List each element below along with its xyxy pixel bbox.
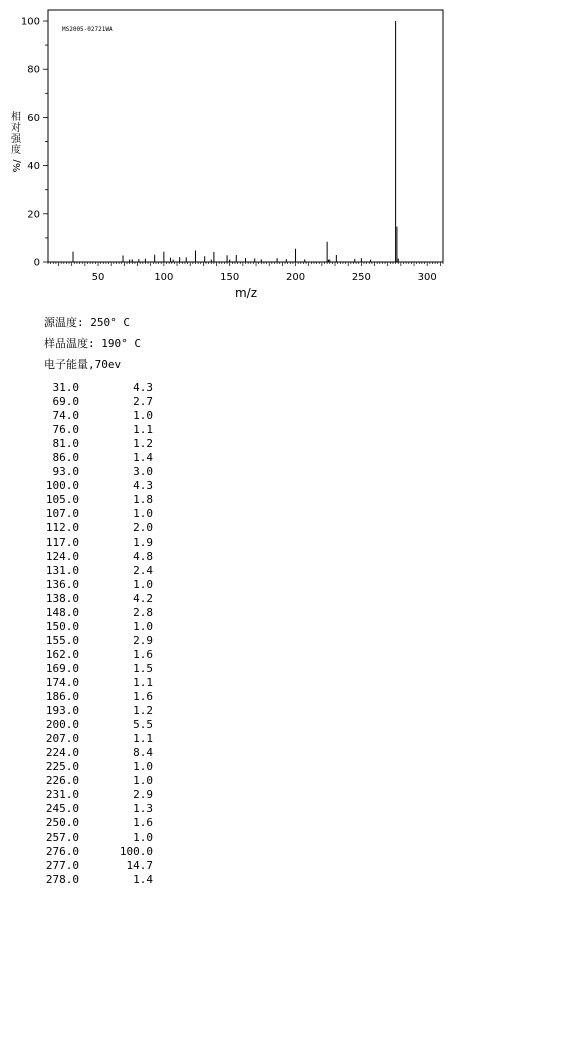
table-row	[38, 381, 153, 395]
table-row	[38, 732, 153, 746]
table-row	[38, 816, 153, 830]
mz-cell: 278.0	[45, 872, 79, 886]
intensity-cell: 1.0	[133, 774, 153, 788]
table-row	[38, 774, 153, 788]
mz-cell: 276.0	[45, 844, 79, 858]
mz-cell: 150.0	[45, 619, 79, 633]
sample-temperature: 样品温度: 190° C	[44, 337, 141, 350]
intensity-cell: 2.0	[133, 521, 153, 535]
table-row	[38, 760, 153, 774]
table-row	[38, 578, 153, 592]
y-tick-label: 20	[27, 209, 40, 221]
mz-cell: 226.0	[45, 774, 79, 788]
intensity-cell: 1.0	[133, 507, 153, 521]
svg-text:强: 强	[11, 134, 21, 145]
table-row	[38, 845, 153, 859]
intensity-cell: 1.0	[133, 409, 153, 423]
table-row	[38, 536, 153, 550]
mz-cell: 162.0	[45, 647, 79, 661]
table-row	[38, 507, 153, 521]
table-row	[38, 859, 153, 873]
intensity-cell: 1.4	[133, 451, 153, 465]
table-row	[38, 831, 153, 845]
mz-cell: 31.0	[52, 381, 79, 394]
mz-cell: 136.0	[45, 577, 79, 591]
intensity-cell: 4.3	[133, 479, 153, 493]
table-row	[38, 479, 153, 493]
table-row	[38, 451, 153, 465]
table-row	[38, 423, 153, 437]
mz-cell: 69.0	[52, 395, 79, 409]
mz-cell: 76.0	[52, 423, 79, 437]
intensity-cell: 1.2	[133, 704, 153, 718]
intensity-cell: 2.7	[133, 395, 153, 409]
x-tick-label: 200	[285, 272, 306, 283]
mz-cell: 224.0	[45, 746, 79, 760]
mz-cell: 105.0	[45, 493, 79, 507]
table-row	[38, 395, 153, 409]
mz-cell: 124.0	[45, 549, 79, 563]
spectrum-id-label: MS2005-02721WA	[62, 26, 113, 33]
intensity-cell: 1.6	[133, 647, 153, 661]
axis-ticks	[43, 21, 443, 266]
mz-cell: 100.0	[45, 479, 79, 493]
intensity-cell: 1.2	[133, 437, 153, 451]
mz-cell: 193.0	[45, 704, 79, 718]
intensity-cell: 1.1	[133, 732, 153, 746]
y-axis-label	[11, 110, 23, 172]
table-row	[38, 564, 153, 578]
intensity-cell: 1.4	[133, 872, 153, 886]
mz-cell: 207.0	[45, 732, 79, 746]
mz-cell: 225.0	[45, 760, 79, 774]
y-tick-label: 80	[27, 64, 40, 76]
intensity-cell: 1.1	[133, 675, 153, 689]
mz-cell: 117.0	[45, 535, 79, 549]
intensity-cell: 1.6	[133, 690, 153, 704]
mass-spectrum-chart	[0, 0, 570, 310]
x-tick-label: 150	[220, 272, 240, 283]
mz-cell: 112.0	[45, 521, 79, 535]
table-row	[38, 437, 153, 451]
mz-cell: 107.0	[45, 507, 79, 521]
table-row	[38, 550, 153, 564]
mz-cell: 86.0	[52, 451, 79, 465]
intensity-cell: 14.7	[126, 858, 153, 872]
mz-cell: 74.0	[52, 409, 79, 423]
x-tick-label: 300	[417, 272, 437, 283]
mz-cell: 245.0	[45, 802, 79, 816]
table-row	[38, 465, 153, 479]
mz-cell: 169.0	[45, 661, 79, 675]
svg-text:对: 对	[11, 123, 21, 134]
intensity-cell: 1.9	[133, 535, 153, 549]
source-temperature: 源温度: 250° C	[44, 316, 130, 329]
intensity-cell: 1.0	[133, 830, 153, 844]
mz-cell: 93.0	[52, 465, 79, 479]
electron-energy: 电子能量,70ev	[44, 358, 122, 371]
table-row	[38, 704, 153, 718]
x-tick-label: 50	[91, 272, 105, 283]
intensity-cell: 1.0	[133, 619, 153, 633]
y-tick-label: 0	[33, 257, 40, 269]
intensity-cell: 1.0	[133, 577, 153, 591]
y-tick-label: 100	[20, 16, 40, 28]
table-row	[38, 592, 153, 606]
intensity-cell: 2.8	[133, 605, 153, 619]
intensity-cell: 100.0	[119, 844, 153, 858]
table-row	[38, 521, 153, 535]
mz-cell: 231.0	[45, 788, 79, 802]
table-row	[38, 690, 153, 704]
intensity-cell: 3.0	[133, 465, 153, 479]
intensity-cell: 2.4	[133, 563, 153, 577]
mz-cell: 277.0	[45, 858, 79, 872]
peak-table	[38, 381, 153, 887]
intensity-cell: 4.3	[133, 381, 153, 394]
table-row	[38, 606, 153, 620]
intensity-cell: 5.5	[133, 718, 153, 732]
table-row	[38, 662, 153, 676]
intensity-cell: 4.8	[133, 549, 153, 563]
table-row	[38, 802, 153, 816]
table-row	[38, 873, 153, 887]
mz-cell: 174.0	[45, 675, 79, 689]
intensity-cell: 8.4	[133, 746, 153, 760]
table-row	[38, 634, 153, 648]
intensity-cell: 2.9	[133, 633, 153, 647]
intensity-cell: 1.6	[133, 816, 153, 830]
mz-cell: 250.0	[45, 816, 79, 830]
table-row	[38, 493, 153, 507]
mz-cell: 186.0	[45, 690, 79, 704]
mz-cell: 155.0	[45, 633, 79, 647]
intensity-cell: 4.2	[133, 591, 153, 605]
mz-cell: 131.0	[45, 563, 79, 577]
intensity-cell: 2.9	[133, 788, 153, 802]
tick-labels	[21, 17, 437, 284]
x-axis-label: m/z	[234, 286, 258, 300]
intensity-cell: 1.1	[133, 423, 153, 437]
plot-frame	[48, 10, 443, 262]
intensity-cell: 1.5	[133, 661, 153, 675]
svg-text:%/: %/	[12, 159, 23, 173]
mz-cell: 148.0	[45, 605, 79, 619]
intensity-cell: 1.8	[133, 493, 153, 507]
spectrum-peaks	[73, 21, 398, 262]
table-row	[38, 676, 153, 690]
x-tick-label: 250	[351, 272, 371, 283]
table-row	[38, 648, 153, 662]
x-tick-label: 100	[154, 272, 174, 283]
intensity-cell: 1.0	[133, 760, 153, 774]
mz-cell: 81.0	[52, 437, 79, 451]
intensity-cell: 1.3	[133, 802, 153, 816]
svg-text:度: 度	[11, 145, 21, 156]
table-row	[38, 409, 153, 423]
table-row	[38, 718, 153, 732]
table-row	[38, 788, 153, 802]
mz-cell: 257.0	[45, 830, 79, 844]
mz-cell: 138.0	[45, 591, 79, 605]
y-tick-label: 60	[27, 112, 40, 124]
table-row	[38, 746, 153, 760]
y-tick-label: 40	[27, 161, 40, 173]
table-row	[38, 620, 153, 634]
svg-text:相: 相	[11, 112, 21, 123]
mz-cell: 200.0	[45, 718, 79, 732]
